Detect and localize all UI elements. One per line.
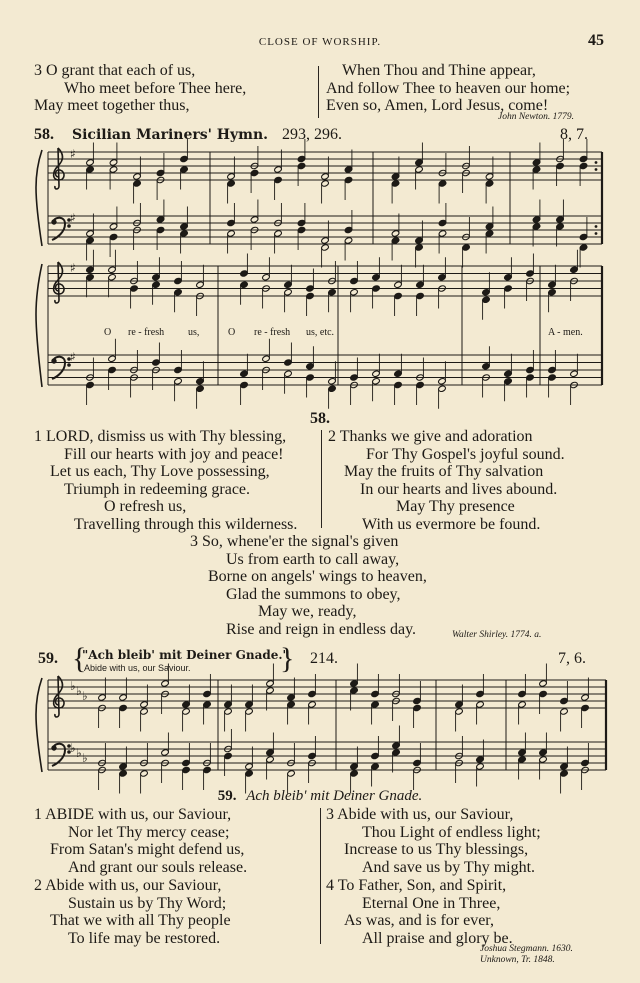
hymn-58-verse2 bbox=[328, 428, 565, 533]
hymn-58-verse1 bbox=[34, 428, 297, 533]
page-number: 45 bbox=[588, 32, 604, 49]
tune-lyric: re - fresh bbox=[254, 327, 291, 338]
verse-line: When Thou and Thine appear, bbox=[342, 62, 536, 79]
verse-line: In our hearts and lives abound. bbox=[360, 480, 558, 498]
tune-59-meter: 7, 6. bbox=[558, 650, 586, 667]
system-3-key-signature-icon: ♭ bbox=[70, 741, 76, 755]
tune-lyric: us, bbox=[188, 327, 200, 338]
system-3-key-signature-icon: ♭ bbox=[82, 689, 88, 703]
system-3-key-signature-icon: ♭ bbox=[70, 679, 76, 693]
verse-line: 1 ABIDE with us, our Saviour, bbox=[34, 806, 232, 823]
system-1-key-signature-icon: ♯ bbox=[70, 211, 76, 225]
hymn-58-verse3 bbox=[190, 533, 427, 638]
verse-line: Even so, Amen, Lord Jesus, come! bbox=[326, 97, 549, 114]
verse-line: For Thy Gospel's joyful sound. bbox=[366, 445, 565, 463]
verse-line: 2 Abide with us, our Saviour, bbox=[34, 877, 222, 894]
verse-line: Increase to us Thy blessings, bbox=[344, 841, 529, 858]
hymn-59-credit-translator: Unknown, Tr. 1848. bbox=[480, 955, 555, 965]
verse-line: And follow Thee to heaven our home; bbox=[326, 79, 571, 97]
verse-line: From Satan's might defend us, bbox=[50, 841, 245, 858]
tune-lyric: us, etc. bbox=[306, 327, 335, 338]
verse-line: 3 Abide with us, our Saviour, bbox=[326, 806, 514, 823]
system-1-repeat-dot bbox=[595, 232, 598, 235]
verse-line: Thou Light of endless light; bbox=[362, 823, 541, 841]
verse-line: May Thy presence bbox=[396, 498, 515, 515]
system-3-key-signature-icon: ♭ bbox=[76, 684, 82, 698]
system-1-treble-clef-icon bbox=[54, 148, 64, 189]
system-3-brace bbox=[36, 678, 42, 772]
column-divider bbox=[320, 808, 321, 944]
verse-line: Who meet before Thee here, bbox=[64, 79, 247, 97]
hymn-59-title: Ach bleib' mit Deiner Gnade. bbox=[246, 788, 423, 804]
tune-58-name: Sicilian Mariners' Hymn. bbox=[72, 127, 269, 143]
system-1-brace bbox=[36, 150, 42, 246]
brace-right-icon: } bbox=[280, 642, 295, 675]
verse-line: And grant our souls release. bbox=[68, 858, 248, 876]
verse-line: With us evermore be found. bbox=[362, 515, 541, 533]
verse-line: To life may be restored. bbox=[68, 929, 221, 947]
system-2-brace bbox=[36, 264, 42, 387]
verse-line: 4 To Father, Son, and Spirit, bbox=[326, 877, 507, 894]
verse-line: Triumph in redeeming grace. bbox=[64, 480, 251, 498]
verse-line: That we with all Thy people bbox=[50, 912, 231, 929]
verse-line: And save us by Thy might. bbox=[362, 858, 536, 876]
running-head: CLOSE OF WORSHIP. bbox=[258, 36, 382, 48]
system-2-key-signature-icon: ♯ bbox=[70, 261, 76, 275]
tune-lyric: A - men. bbox=[548, 327, 583, 338]
column-divider bbox=[321, 430, 322, 528]
top-hymn-credit: John Newton. 1779. bbox=[498, 112, 574, 122]
system-1-repeat-dot bbox=[595, 168, 598, 171]
verse-line: Let us each, Thy Love possessing, bbox=[50, 463, 270, 480]
tune-58-refs: 293, 296. bbox=[282, 126, 342, 143]
verse-line: Borne on angels' wings to heaven, bbox=[208, 568, 427, 585]
system-1-repeat-dot bbox=[595, 161, 598, 164]
verse-line: May the fruits of Thy salvation bbox=[344, 463, 544, 480]
verse-line: May meet together thus, bbox=[34, 97, 190, 114]
verse-line: 3 O grant that each of us, bbox=[34, 62, 196, 79]
verse-line: Sustain us by Thy Word; bbox=[68, 894, 227, 912]
verse-line: Glad the summons to obey, bbox=[226, 585, 401, 603]
tune-59-refs: 214. bbox=[310, 650, 338, 667]
tune-lyric: O bbox=[228, 327, 236, 338]
system-1-repeat-dot bbox=[595, 225, 598, 228]
brace-left-icon: { bbox=[72, 642, 87, 675]
system-2-key-signature-icon: ♯ bbox=[70, 350, 76, 364]
verse-line: O refresh us, bbox=[104, 498, 187, 515]
system-3-key-signature-icon: ♭ bbox=[76, 746, 82, 760]
verse-line: 3 So, whene'er the signal's given bbox=[190, 533, 399, 550]
verse-line: Rise and reign in endless day. bbox=[226, 620, 417, 638]
tune-59-number: 59. bbox=[38, 650, 58, 667]
tune-lyric: re - fresh bbox=[128, 327, 165, 338]
hymn-59-verse3 bbox=[326, 806, 541, 876]
verse-line: Nor let Thy mercy cease; bbox=[68, 823, 230, 841]
system-2-bass-clef-icon bbox=[52, 357, 71, 379]
verse-line: All praise and glory be. bbox=[362, 929, 513, 947]
hymn-59-number: 59. bbox=[217, 788, 237, 804]
verse-line: 1 LORD, dismiss us with Thy blessing, bbox=[34, 428, 287, 445]
tune-lyric: O bbox=[104, 327, 112, 338]
tune-58-number: 58. bbox=[34, 126, 54, 143]
hymn-59-verse4 bbox=[326, 877, 513, 947]
verse-line: Us from earth to call away, bbox=[226, 550, 400, 568]
hymn-58-number: 58. bbox=[310, 410, 330, 427]
verse-line: Fill our hearts with joy and peace! bbox=[64, 445, 284, 463]
system-2-treble-clef-icon bbox=[54, 262, 64, 303]
tune-59-name: "Ach bleib' mit Deiner Gnade." bbox=[82, 648, 289, 662]
tune-59-subtitle: Abide with us, our Saviour. bbox=[84, 663, 191, 673]
verse-line: Travelling through this wilderness. bbox=[74, 515, 298, 533]
system-3-key-signature-icon: ♭ bbox=[82, 751, 88, 765]
verse-line: 2 Thanks we give and adoration bbox=[328, 428, 533, 445]
verse-line: Eternal One in Three, bbox=[362, 894, 501, 912]
hymn-59-verse2 bbox=[34, 877, 231, 947]
system-1-key-signature-icon: ♯ bbox=[70, 147, 76, 161]
verse-line: As was, and is for ever, bbox=[344, 912, 494, 929]
verse-line: May we, ready, bbox=[258, 603, 357, 620]
hymn-59-verse1 bbox=[34, 806, 247, 876]
hymn-59-heading bbox=[0, 788, 640, 805]
system-3-treble-clef-icon bbox=[54, 676, 64, 717]
tune-58-meter: 8, 7. bbox=[560, 126, 588, 143]
hymn-58-credit: Walter Shirley. 1774. a. bbox=[452, 630, 542, 640]
hymn-59-credit-author: Joshua Stegmann. 1630. bbox=[480, 944, 573, 954]
